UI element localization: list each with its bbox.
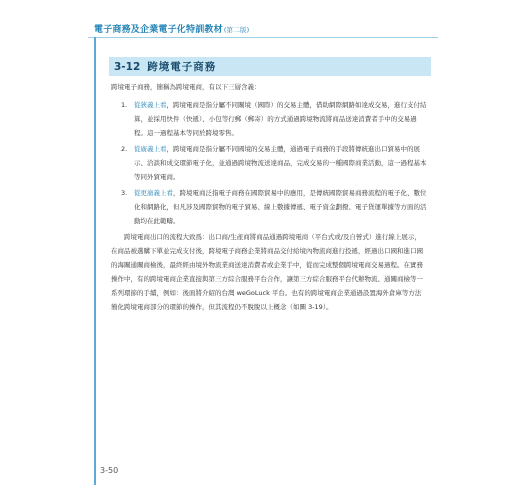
item-text: ，跨境電商是指分屬不同國境的交易主體，通過電子商務的手段將傳統進出口貿易中的展示、洽談和成交環節電子化，並通過跨境物流送達商品，完成交易的一種國際商業活動，這一過程基本等同外貿電商。 [134, 145, 427, 181]
running-header [94, 22, 249, 36]
item-number: 1. [121, 101, 128, 109]
list-item [111, 98, 427, 140]
header-divider [88, 37, 438, 38]
item-term: 從狹義上看 [134, 101, 167, 109]
item-term: 從廣義上看 [134, 145, 167, 153]
page [88, 22, 438, 478]
edition-label: (第二版) [223, 26, 250, 34]
section-title: 跨境電子商務 [147, 61, 217, 73]
item-term: 從更廣義上看 [134, 189, 173, 197]
book-title: 電子商務及企業電子化特訓教材 [94, 25, 223, 35]
item-text: ，跨境電商泛指電子商務在國際貿易中的應用，是傳統國際貿易商務流程的電子化、數位化和網路化，但凡涉及國際貿物的電子貿易、線上數據傳遞、電子資金劃撥、電子貨運單據等方面的活動均在此範疇。 [134, 189, 427, 225]
page-number: 3-50 [100, 466, 119, 475]
intro-paragraph: 跨境電子商務，簡稱為跨境電商，有以下三層含義： [111, 83, 261, 91]
item-number: 2. [121, 145, 128, 153]
definition-list [111, 98, 427, 228]
body-text [111, 80, 427, 314]
list-item [111, 186, 427, 228]
section-heading [109, 57, 431, 76]
item-text: ，跨境電商是指分屬不同關境（國際）的交易主體，借助網際網路如達成交易，進行支付結算，並採用快件（快遞）、小包等行郵（郵寄）的方式通過跨境物流將商品送達消費者手中的交易過程。這一過程基本等同於跨境零售。 [134, 101, 427, 137]
margin-rule [94, 37, 96, 485]
item-number: 3. [121, 189, 128, 197]
body-paragraph: 跨境電商出口的流程大致爲：出口商/生產商將商品通過跨境電商（平台式或/及自營式）進行線上展示，在商品被選購下單並完成支付後，跨境電子商務企業將商品交付給境內物流商進行投遞，經過出口國和進口國的海關通關商檢後，最終經由境外物流業商送達消費者或企業手中，從而完成整個跨境電商交易過程。在實務操作中，有的跨境電商企業直接與第三方綜合服務平台合作，讓第三方綜合服務平台代辦物流、通關商檢等一系列環節的手續，例如：後面將介紹的台灣 weGoLuck 平台。也有的跨境電商企業通過設置海外倉庫等方法簡化跨境電商部分的環節的操作，但其流程仍不脫脫以上概念（如圖 3-19）。 [111, 233, 423, 311]
list-item [111, 142, 427, 184]
section-number: 3-12 [114, 60, 141, 73]
